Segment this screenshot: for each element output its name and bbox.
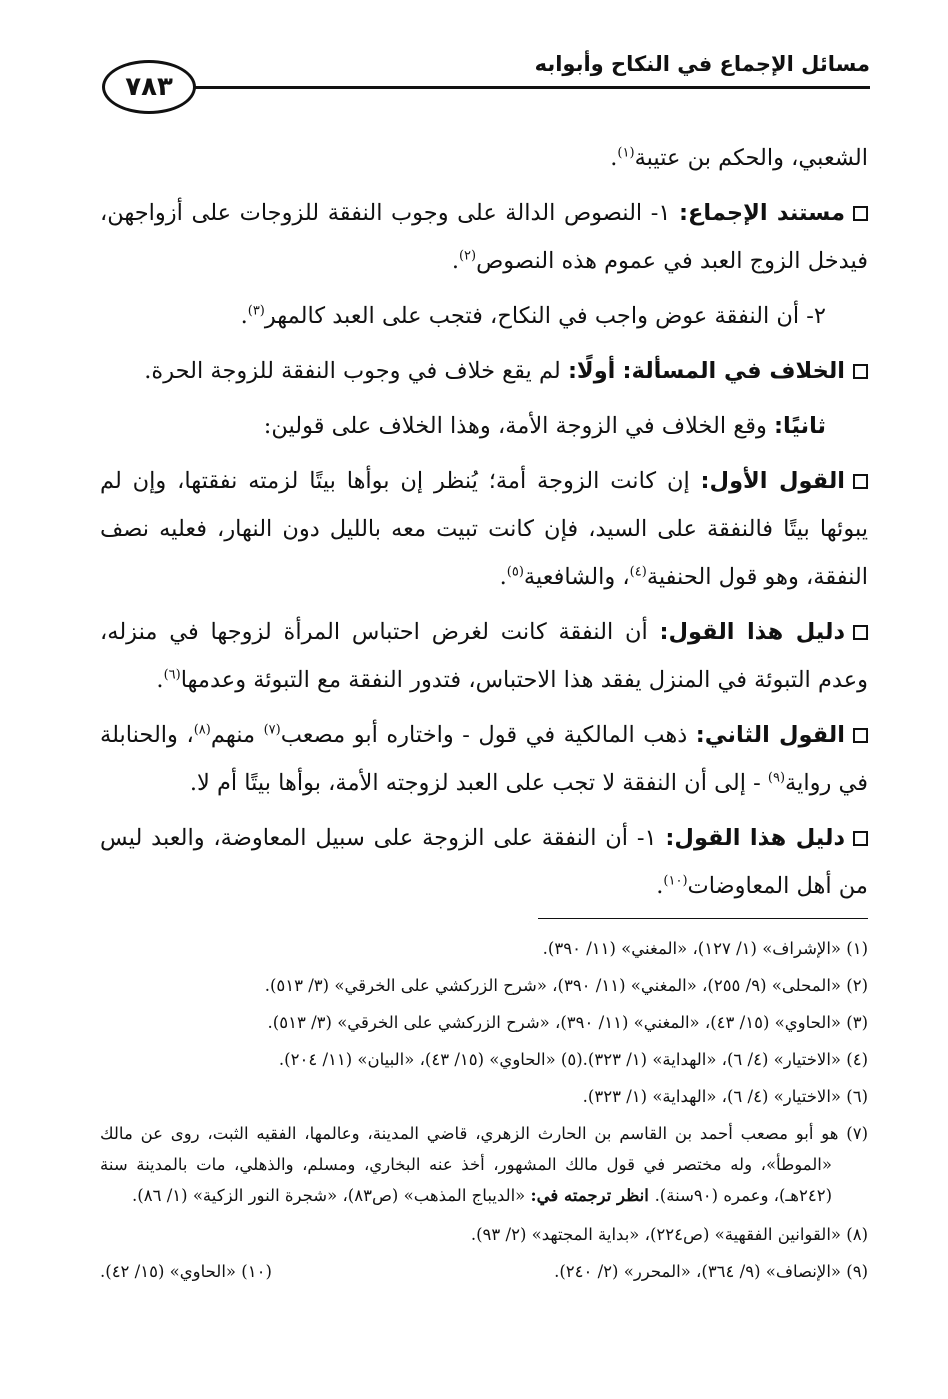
footnote-ref: (٧) <box>263 722 281 738</box>
paragraph-p5 <box>100 457 868 601</box>
footnote-8: (٨) «القوانين الفقهية» (ص٢٢٤)، «بداية المجتهد» (٢/ ٩٣). <box>470 1225 868 1244</box>
paragraph-text: . <box>499 564 507 590</box>
paragraph-marker-box <box>853 728 868 743</box>
header-rule <box>195 86 870 89</box>
paragraph-text: إن كانت الزوجة أمة؛ يُنظر إن بوأها بيتًا لزمته نفقتها، وإن لم يبوئها بيتًا فالنفقة على السيد، فإن كانت تبيت معه بالليل دون النهار، فعليه نصف النفقة، وهو قول الحنفية <box>100 468 868 590</box>
footnote-ref: (٥) <box>506 564 524 580</box>
paragraph-text: ، والشافعية <box>523 564 630 590</box>
paragraph-heading: دليل هذا القول: <box>659 619 845 645</box>
paragraph-text: . <box>156 667 164 693</box>
footnote-1: (١) «الإشراف» (١/ ١٢٧)، «المغني» (١١/ ٣٩٠). <box>542 939 868 958</box>
paragraph-p0 <box>100 134 868 182</box>
paragraph-p4 <box>100 402 868 450</box>
paragraph-text: . <box>451 248 459 274</box>
paragraph-text: . <box>240 303 248 329</box>
footnote-3: (٣) «الحاوي» (١٥/ ٤٣)، «المغني» (١١/ ٣٩٠)، «شرح الزركشي على الخرقي» (٣/ ٥١٣). <box>267 1013 868 1032</box>
paragraph-p6 <box>100 608 868 704</box>
paragraph-heading: مستند الإجماع: <box>679 200 846 226</box>
paragraph-text: ٢- أن النفقة عوض واجب في النكاح، فتجب على العبد كالمهر <box>264 303 826 329</box>
footnote-2: (٢) «المحلى» (٩/ ٢٥٥)، «المغني» (١١/ ٣٩٠)، «شرح الزركشي على الخرقي» (٣/ ٥١٣). <box>264 976 868 995</box>
paragraph-text: أن النفقة كانت لغرض احتباس المرأة لزوجها في منزله، وعدم التبوئة في المنزل يفقد هذا الاحتباس، فتدور النفقة مع التبوئة وعدمها <box>100 619 868 693</box>
paragraph-marker-box <box>853 364 868 379</box>
paragraph-text: ، والحنابلة في رواية <box>100 722 868 796</box>
footnote-7 <box>100 1118 868 1211</box>
paragraph-heading: أولًا: <box>567 358 616 384</box>
footnote-ref: (٨) <box>193 722 211 738</box>
paragraph-p8 <box>100 814 868 910</box>
footnote-ref: (٣) <box>247 303 265 319</box>
paragraph-marker-box <box>853 625 868 640</box>
footnote-9-10 <box>100 1256 868 1287</box>
paragraph-heading: القول الأول: <box>700 468 845 494</box>
footnote-9: (٩) «الإنصاف» (٩/ ٣٦٤)، «المحرر» (٢/ ٢٤٠). <box>554 1262 868 1281</box>
paragraph-text: لم يقع خلاف في وجوب النفقة للزوجة الحرة. <box>144 358 568 384</box>
paragraph-heading: ثانيًا: <box>774 413 826 439</box>
paragraph-p7 <box>100 711 868 807</box>
footnotes <box>100 933 868 1293</box>
footnote-6: (٦) «الاختيار» (٤/ ٦)، «الهداية» (١/ ٣٢٣). <box>582 1087 868 1106</box>
footnote-5: (٥) «الحاوي» (١٥/ ٤٣)، «البيان» (١١/ ٢٠٤). <box>278 1050 583 1069</box>
footnote-ref: (٩) <box>767 770 786 786</box>
footnote-4: (٤) «الاختيار» (٤/ ٦)، «الهداية» (١/ ٣٢٣). <box>582 1050 868 1069</box>
paragraph-heading: القول الثاني: <box>695 722 845 748</box>
footnote-7-label: انظر ترجمته في: <box>530 1186 655 1205</box>
paragraph-p3 <box>100 347 868 395</box>
paragraph-text: الشعبي، والحكم بن عتيبة <box>634 145 868 171</box>
footnote-separator <box>538 918 868 919</box>
paragraph-text: . <box>610 145 618 171</box>
paragraph-text: . <box>656 873 664 899</box>
footnote-ref: (٢) <box>458 248 477 264</box>
footnote-10: (١٠) «الحاوي» (١٥/ ٤٢). <box>100 1262 272 1281</box>
paragraph-text: - إلى أن النفقة لا تجب على العبد لزوجته الأمة، بوأها بيتًا أم لا. <box>189 770 768 796</box>
paragraph-p2 <box>100 292 868 340</box>
paragraph-text: وقع الخلاف في الزوجة الأمة، وهذا الخلاف على قولين: <box>263 413 775 439</box>
footnote-7-text: (٧) هو أبو مصعب أحمد بن القاسم بن الحارث الزهري، قاضي المدينة، وعالمها، الفقيه الثبت، روى عن مالك «الموطأ»، وله مختصر في قول مالك المشهور، أخذ عنه البخاري، ومسلم، والذهلي، مات بالمدينة سنة (٢٤٢هـ)، وعمره (٩٠سنة). <box>100 1124 868 1205</box>
footnote-ref: (١) <box>617 145 635 161</box>
page-number-badge: ٧٨٣ <box>102 60 196 114</box>
paragraph-text: ذهب المالكية في قول - واختاره أبو مصعب <box>280 722 696 748</box>
paragraph-text: ١- النصوص الدالة على وجوب النفقة للزوجات على أزواجهن، فيدخل الزوج العبد في عموم هذه النصوص <box>100 200 868 274</box>
main-text <box>100 134 868 917</box>
paragraph-text <box>615 358 622 384</box>
paragraph-heading: دليل هذا القول: <box>665 825 845 851</box>
paragraph-heading: الخلاف في المسألة: <box>622 358 845 384</box>
footnote-4-5 <box>100 1044 868 1075</box>
footnote-7-sources: «الديباج المذهب» (ص٨٣)، «شجرة النور الزكية» (١/ ٨٦). <box>132 1186 531 1205</box>
footnote-ref: (٦) <box>163 667 181 683</box>
paragraph-text: ١- أن النفقة على الزوجة على سبيل المعاوضة، والعبد ليس من أهل المعاوضات <box>100 825 868 899</box>
paragraph-marker-box <box>853 474 868 489</box>
paragraph-marker-box <box>853 831 868 846</box>
paragraph-text: منهم <box>210 722 264 748</box>
footnote-ref: (١٠) <box>663 873 688 889</box>
paragraph-marker-box <box>853 206 868 221</box>
paragraph-p1 <box>100 189 868 285</box>
footnote-ref: (٤) <box>629 564 647 580</box>
running-header-title: مسائل الإجماع في النكاح وأبوابه <box>534 52 870 76</box>
